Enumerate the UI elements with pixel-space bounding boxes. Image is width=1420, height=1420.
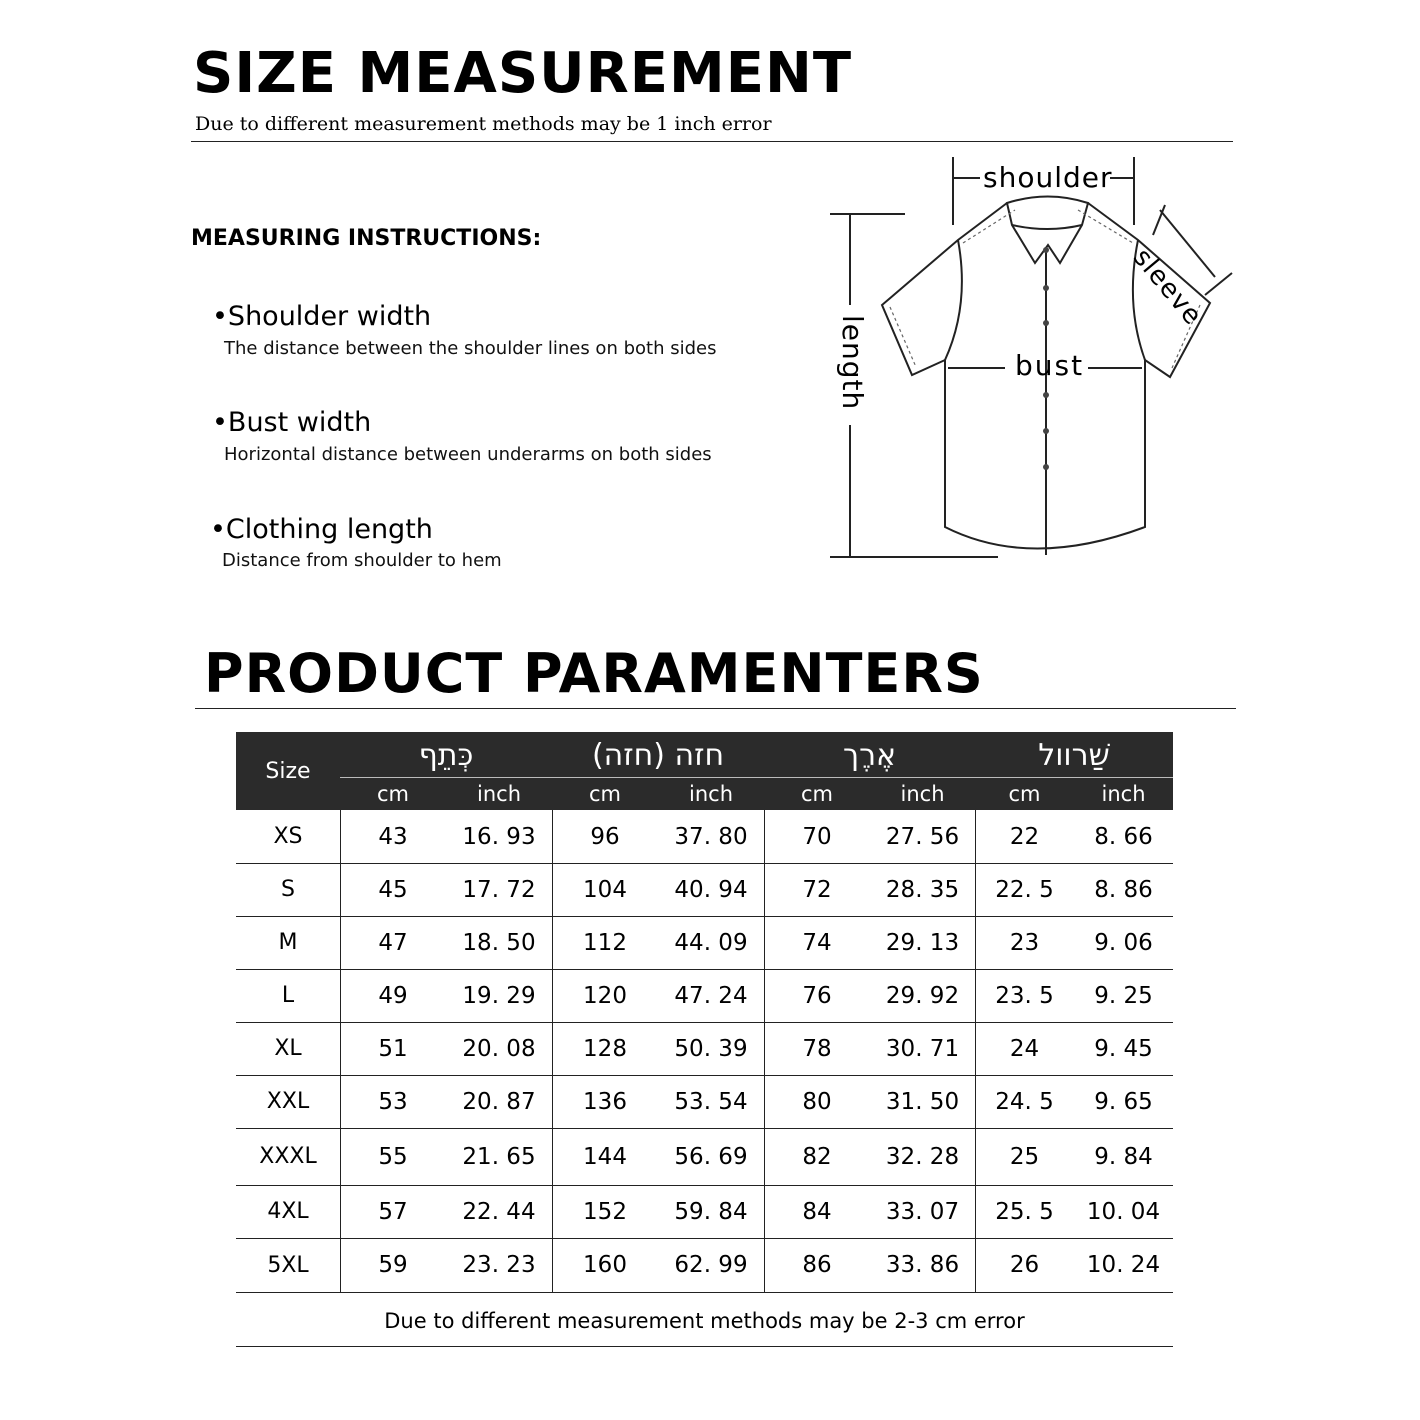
table-cell: 96 <box>590 823 620 850</box>
table-cell: 23 <box>1009 929 1040 956</box>
table-cell: 20. 87 <box>462 1088 536 1115</box>
table-row <box>236 1075 1173 1129</box>
label-length: length <box>836 315 869 411</box>
instructions-heading: MEASURING INSTRUCTIONS: <box>191 226 542 251</box>
table-cell: 53. 54 <box>674 1088 748 1115</box>
table-cell: 17. 72 <box>462 876 536 903</box>
table-cell: 120 <box>583 982 627 1009</box>
table-cell: 40. 94 <box>674 876 748 903</box>
table-cell: 47. 24 <box>674 982 748 1009</box>
table-cell: 86 <box>802 1252 832 1278</box>
params-divider <box>195 708 1236 709</box>
table-cell: 9. 45 <box>1094 1035 1153 1062</box>
table-cell: 22. 44 <box>462 1198 536 1225</box>
table-cell: 29. 13 <box>885 929 960 956</box>
table-cell: 84 <box>802 1198 832 1225</box>
table-cell: 44. 09 <box>674 929 748 956</box>
instruction-desc-bust: Horizontal distance between underarms on both sides <box>224 444 712 465</box>
unit-cm: cm <box>800 782 833 806</box>
table-cell: 62. 99 <box>674 1252 748 1278</box>
size-label: XL <box>274 1036 302 1061</box>
table-cell: 8. 66 <box>1094 823 1153 850</box>
table-cell: 8. 86 <box>1094 876 1153 903</box>
table-cell: 23. 5 <box>995 982 1054 1009</box>
table-cell: 9. 25 <box>1094 982 1153 1009</box>
table-cell: 22 <box>1009 823 1040 850</box>
size-label: 4XL <box>267 1199 309 1224</box>
table-cell: 25. 5 <box>995 1198 1054 1225</box>
unit-inch: inch <box>900 782 945 806</box>
table-cell: 16. 93 <box>462 823 536 850</box>
table-cell: 72 <box>802 876 832 903</box>
column-divider <box>552 810 553 1292</box>
table-cell: 33. 07 <box>885 1198 960 1225</box>
table-cell: 22. 5 <box>995 876 1054 903</box>
instruction-title-bust: •Bust width <box>212 407 372 438</box>
size-label: M <box>278 930 298 955</box>
table-row <box>236 810 1173 864</box>
table-cell: 24 <box>1009 1035 1040 1062</box>
table-cell: 24. 5 <box>995 1088 1054 1115</box>
table-row <box>236 1022 1173 1076</box>
unit-cm: cm <box>588 782 621 806</box>
table-cell: 76 <box>802 982 832 1009</box>
size-label: XS <box>273 824 303 849</box>
table-cell: 49 <box>378 982 408 1009</box>
table-cell: 10. 24 <box>1086 1252 1161 1278</box>
table-cell: 45 <box>378 876 408 903</box>
table-cell: 37. 80 <box>674 823 748 850</box>
table-cell: 33. 86 <box>885 1252 960 1278</box>
table-cell: 19. 29 <box>462 982 536 1009</box>
table-cell: 28. 35 <box>885 876 960 903</box>
instruction-title-length: •Clothing length <box>210 514 433 545</box>
params-title: PRODUCT PARAMENTERS <box>204 642 984 705</box>
table-cell: 70 <box>802 823 832 850</box>
unit-inch: inch <box>477 782 521 806</box>
table-cell: 23. 23 <box>462 1252 536 1278</box>
header-length: אֶרֶך <box>842 737 897 773</box>
table-cell: 104 <box>583 876 627 903</box>
table-cell: 29. 92 <box>885 982 960 1009</box>
table-cell: 9. 84 <box>1094 1143 1153 1170</box>
table-cell: 30. 71 <box>885 1035 960 1062</box>
size-label: XXXL <box>259 1144 317 1169</box>
table-cell: 21. 65 <box>462 1143 536 1170</box>
table-footnote: Due to different measurement methods may be 2-3 cm error <box>236 1296 1173 1347</box>
table-cell: 136 <box>583 1088 627 1115</box>
table-cell: 9. 65 <box>1094 1088 1153 1115</box>
table-cell: 53 <box>378 1088 408 1115</box>
table-row <box>236 916 1173 970</box>
table-cell: 80 <box>802 1088 832 1115</box>
table-cell: 26 <box>1009 1252 1040 1278</box>
table-row <box>236 1128 1173 1186</box>
table-row <box>236 1238 1173 1293</box>
unit-cm: cm <box>376 782 409 806</box>
size-table <box>236 732 1173 1347</box>
table-cell: 27. 56 <box>885 823 960 850</box>
label-bust: bust <box>1015 349 1085 382</box>
header-sleeve: שַׁרוול <box>1038 737 1110 773</box>
instruction-desc-shoulder: The distance between the shoulder lines on both sides <box>224 338 717 359</box>
table-cell: 57 <box>378 1198 408 1225</box>
header-divider <box>191 141 1233 142</box>
table-cell: 47 <box>378 929 408 956</box>
label-sleeve: sleeve <box>1127 243 1208 332</box>
table-cell: 18. 50 <box>462 929 536 956</box>
size-label: S <box>281 877 295 902</box>
page-subtitle: Due to different measurement methods may be 1 inch error <box>195 113 772 135</box>
header-size: Size <box>236 732 340 810</box>
table-cell: 9. 06 <box>1094 929 1153 956</box>
table-cell: 31. 50 <box>885 1088 960 1115</box>
column-divider <box>340 810 341 1292</box>
page-title: SIZE MEASUREMENT <box>193 41 853 106</box>
column-divider <box>975 810 976 1292</box>
table-cell: 55 <box>378 1143 408 1170</box>
size-label: 5XL <box>267 1252 309 1278</box>
table-cell: 10. 04 <box>1086 1198 1161 1225</box>
table-cell: 112 <box>583 929 627 956</box>
table-cell: 160 <box>583 1252 627 1278</box>
table-cell: 59. 84 <box>674 1198 748 1225</box>
table-cell: 128 <box>583 1035 627 1062</box>
table-cell: 56. 69 <box>674 1143 748 1170</box>
header-bust: חזה (חזה) <box>591 737 725 773</box>
table-cell: 144 <box>583 1143 627 1170</box>
table-cell: 43 <box>378 823 408 850</box>
table-cell: 78 <box>802 1035 832 1062</box>
unit-cm: cm <box>1008 782 1041 806</box>
table-row <box>236 969 1173 1023</box>
table-row <box>236 1185 1173 1239</box>
table-cell: 82 <box>802 1143 832 1170</box>
instruction-title-shoulder: •Shoulder width <box>212 301 432 332</box>
table-cell: 51 <box>378 1035 408 1062</box>
header-shoulder: כְּתֵף <box>418 737 474 773</box>
label-shoulder: shoulder <box>983 161 1113 194</box>
column-divider <box>764 810 765 1292</box>
table-cell: 25 <box>1009 1143 1040 1170</box>
unit-inch: inch <box>689 782 733 806</box>
size-label: XXL <box>266 1089 310 1114</box>
table-cell: 74 <box>802 929 832 956</box>
table-cell: 152 <box>583 1198 627 1225</box>
unit-inch: inch <box>1101 782 1146 806</box>
table-cell: 59 <box>378 1252 408 1278</box>
table-row <box>236 863 1173 917</box>
table-cell: 50. 39 <box>674 1035 748 1062</box>
instruction-desc-length: Distance from shoulder to hem <box>222 550 502 571</box>
shirt-diagram <box>820 155 1240 565</box>
size-label: L <box>281 983 295 1008</box>
table-cell: 32. 28 <box>885 1143 960 1170</box>
table-cell: 20. 08 <box>462 1035 536 1062</box>
